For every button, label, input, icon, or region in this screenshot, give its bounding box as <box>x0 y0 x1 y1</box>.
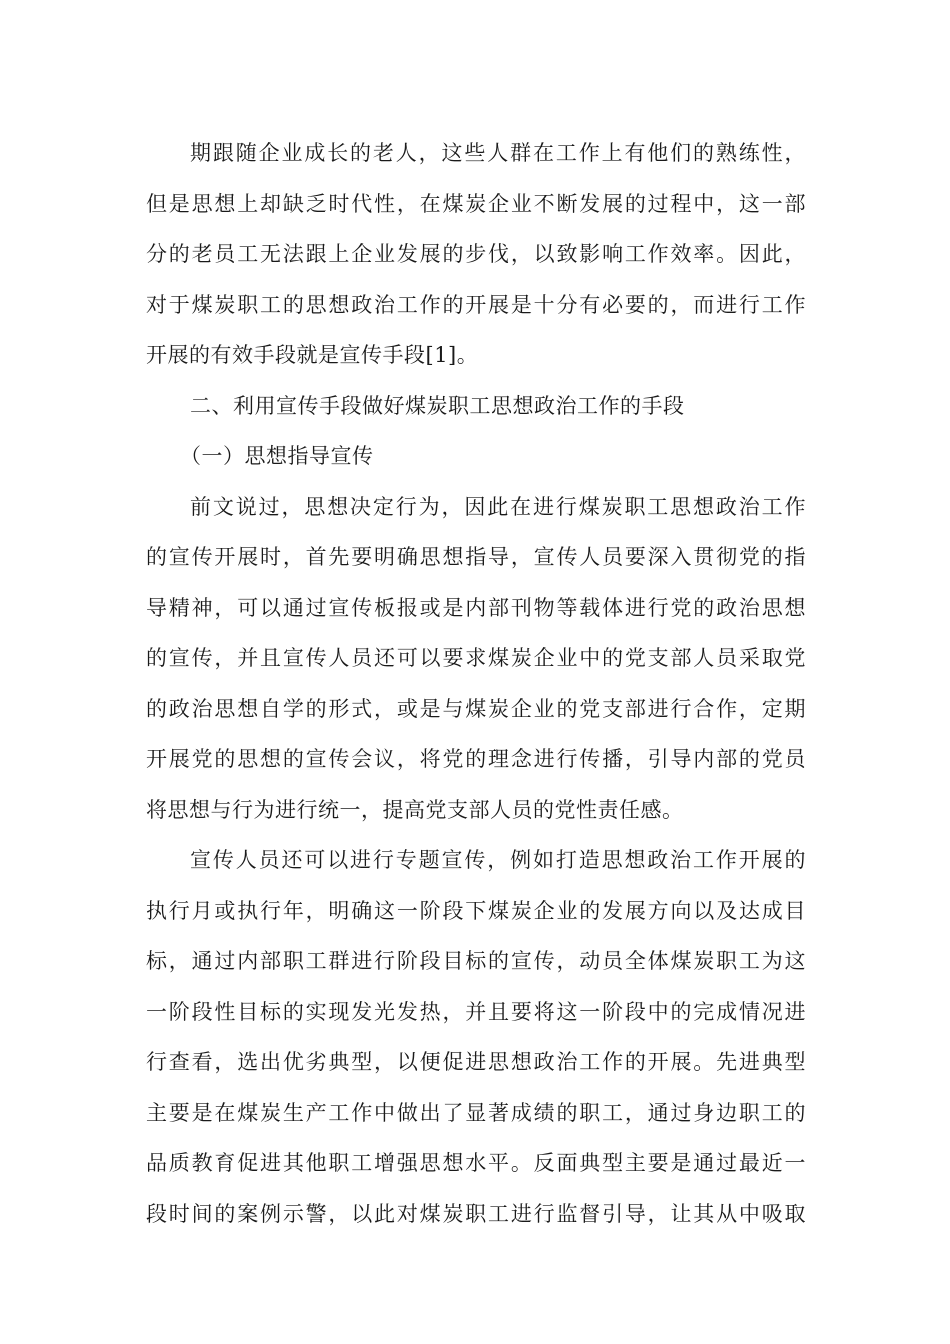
text-line: 期跟随企业成长的老人，这些人群在工作上有他们的熟练性， <box>190 141 806 165</box>
text-line: 的政治思想自学的形式，或是与煤炭企业的党支部进行合作，定期 <box>146 696 806 721</box>
text-line: 行查看，选出优劣典型，以便促进思想政治工作的开展。先进典型 <box>146 1050 806 1074</box>
text-line: 品质教育促进其他职工增强思想水平。反面典型主要是通过最近一 <box>146 1151 806 1175</box>
text-line: 的宣传开展时，首先要明确思想指导，宣传人员要深入贯彻党的指 <box>146 545 806 569</box>
text-line: 开展的有效手段就是宣传手段[1]。 <box>146 343 479 367</box>
text-line: 对于煤炭职工的思想政治工作的开展是十分有必要的，而进行工作 <box>146 292 806 317</box>
text-line: 但是思想上却缺乏时代性，在煤炭企业不断发展的过程中，这一部 <box>146 191 806 216</box>
text-line: 将思想与行为进行统一，提高党支部人员的党性责任感。 <box>146 797 684 822</box>
text-line: 分的老员工无法跟上企业发展的步伐，以致影响工作效率。因此， <box>146 242 806 266</box>
document-body <box>146 128 806 1239</box>
paragraph-continuation <box>146 128 806 381</box>
section-heading: 二、利用宣传手段做好煤炭职工思想政治工作的手段 <box>190 393 685 418</box>
text-line: 标，通过内部职工群进行阶段目标的宣传，动员全体煤炭职工为这 <box>146 949 806 973</box>
text-line: 一阶段性目标的实现发光发热，并且要将这一阶段中的完成情况进 <box>146 999 806 1024</box>
text-line: 的宣传，并且宣传人员还可以要求煤炭企业中的党支部人员采取党 <box>146 646 806 670</box>
text-line: 前文说过，思想决定行为，因此在进行煤炭职工思想政治工作 <box>190 494 806 519</box>
paragraph-thought-guidance <box>146 482 806 836</box>
text-line: 导精神，可以通过宣传板报或是内部刊物等载体进行党的政治思想 <box>146 595 806 620</box>
subsection-heading: （一）思想指导宣传 <box>180 444 374 468</box>
text-line: 主要是在煤炭生产工作中做出了显著成绩的职工，通过身边职工的 <box>146 1100 806 1125</box>
text-line: 段时间的案例示警，以此对煤炭职工进行监督引导，让其从中吸取 <box>146 1201 806 1226</box>
text-line: 开展党的思想的宣传会议，将党的理念进行传播，引导内部的党员 <box>146 747 806 771</box>
text-line: 执行月或执行年，明确这一阶段下煤炭企业的发展方向以及达成目 <box>146 898 806 923</box>
paragraph-special-topic <box>146 835 806 1239</box>
text-line: 宣传人员还可以进行专题宣传，例如打造思想政治工作开展的 <box>190 848 806 872</box>
